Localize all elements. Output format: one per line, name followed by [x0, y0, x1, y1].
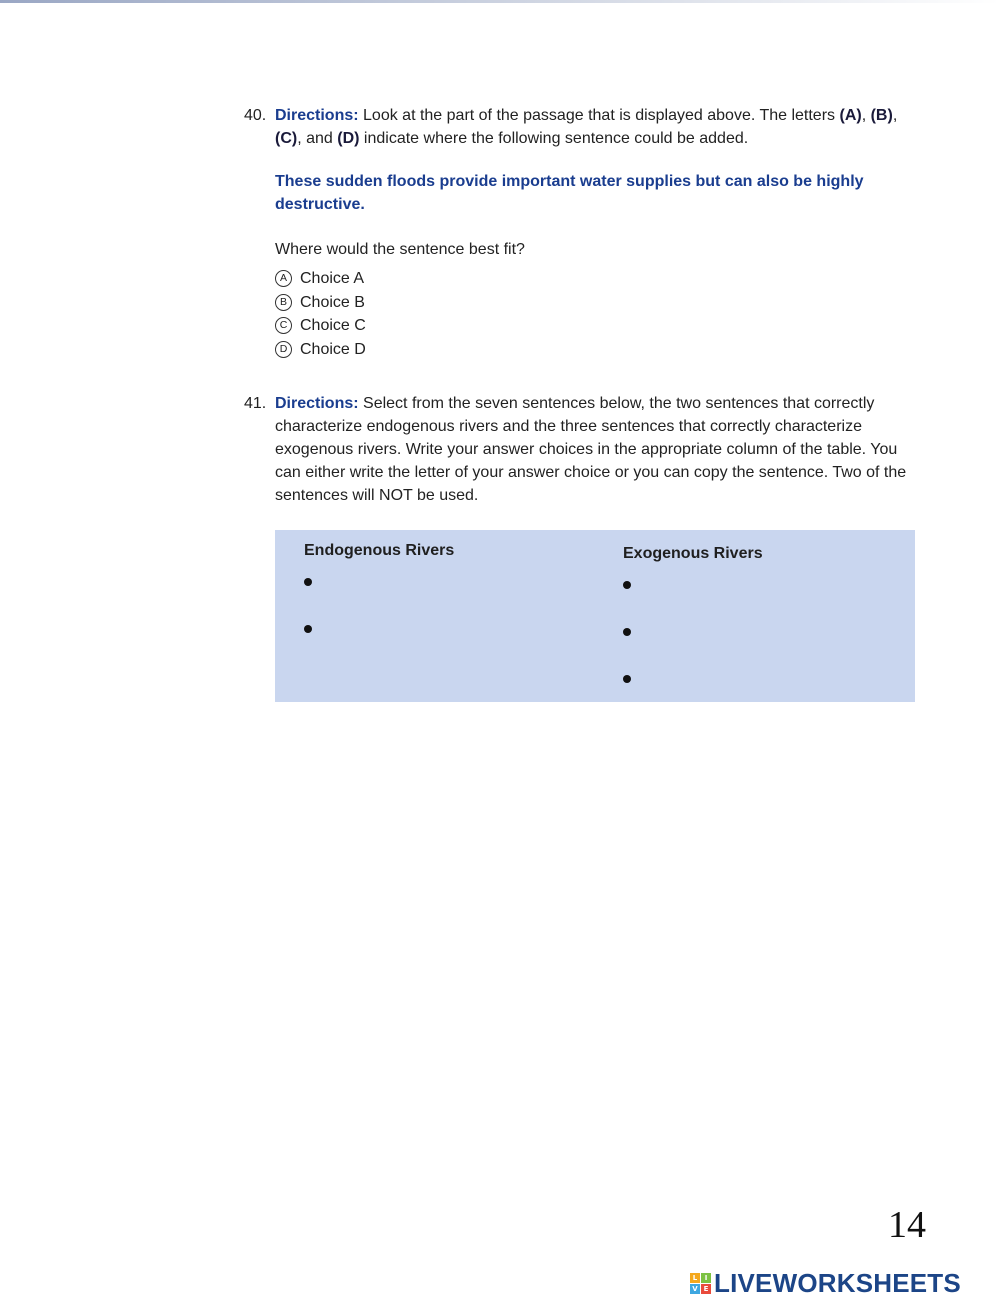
bullet-icon	[623, 628, 631, 636]
choice-label: Choice D	[300, 340, 366, 358]
letter-c: (C)	[275, 130, 298, 147]
answer-table	[275, 530, 915, 702]
directions-label: Directions:	[275, 107, 359, 124]
logo-tile: V	[690, 1284, 700, 1294]
bullet-icon	[623, 675, 631, 683]
endogenous-answer-slot[interactable]	[304, 619, 554, 666]
choice-b[interactable]	[275, 291, 916, 315]
insert-sentence: These sudden floods provide important water supplies but can also be highly destructive.	[275, 173, 864, 213]
logo-tile: L	[690, 1273, 700, 1283]
choice-bubble-icon[interactable]: A	[275, 270, 292, 287]
logo-tile: E	[701, 1284, 711, 1294]
bullet-icon	[623, 581, 631, 589]
choice-bubble-icon[interactable]: B	[275, 294, 292, 311]
choice-label: Choice A	[300, 270, 365, 288]
endogenous-column	[304, 542, 554, 666]
question-number: 40.	[244, 107, 267, 124]
separator: , and	[297, 130, 338, 147]
choice-bubble-icon[interactable]: C	[275, 317, 292, 334]
exogenous-header: Exogenous Rivers	[623, 545, 763, 562]
endogenous-header: Endogenous Rivers	[304, 542, 455, 559]
choice-label: Choice B	[300, 293, 365, 311]
choice-label: Choice C	[300, 317, 366, 335]
question-number: 41.	[244, 395, 267, 412]
directions-text: indicate where the following sentence could be added.	[359, 130, 749, 147]
page-number: 14	[888, 1204, 926, 1246]
exogenous-answer-slot[interactable]	[623, 575, 873, 622]
question-40	[244, 104, 916, 361]
directions-label: Directions:	[275, 395, 359, 412]
choice-bubble-icon[interactable]: D	[275, 341, 292, 358]
bullet-icon	[304, 578, 312, 586]
separator: ,	[861, 107, 871, 124]
separator: ,	[892, 107, 898, 124]
question-41	[244, 392, 916, 507]
directions-text: Look at the part of the passage that is displayed above. The letters	[358, 107, 840, 124]
question-prompt: Where would the sentence best fit?	[275, 241, 525, 258]
letter-b: (B)	[870, 107, 893, 124]
top-rule	[0, 0, 1000, 3]
choice-c[interactable]	[275, 314, 916, 338]
choice-d[interactable]	[275, 338, 916, 362]
letter-d: (D)	[337, 130, 360, 147]
endogenous-answer-slot[interactable]	[304, 572, 554, 619]
choice-a[interactable]	[275, 267, 916, 291]
letter-a: (A)	[839, 107, 862, 124]
brand-text: LIVEWORKSHEETS	[714, 1268, 961, 1298]
logo-tile: I	[701, 1273, 711, 1283]
directions-text: Select from the seven sentences below, the two sentences that correctly characterize endogenous rivers and the three sentences that correctly characterize exogenous rivers. Write your answer choices in the appropriate column of the table. You can either write the letter of your answer choice or you can copy the sentence. Two of the sentences will NOT be used.	[275, 395, 907, 504]
liveworksheets-brand[interactable]	[690, 1268, 961, 1299]
exogenous-answer-slot[interactable]	[623, 622, 873, 669]
answer-choices	[275, 267, 916, 361]
exogenous-column	[623, 545, 873, 716]
liveworksheets-logo-icon	[690, 1273, 711, 1294]
bullet-icon	[304, 625, 312, 633]
question-directions	[275, 104, 916, 150]
exogenous-answer-slot[interactable]	[623, 669, 873, 716]
